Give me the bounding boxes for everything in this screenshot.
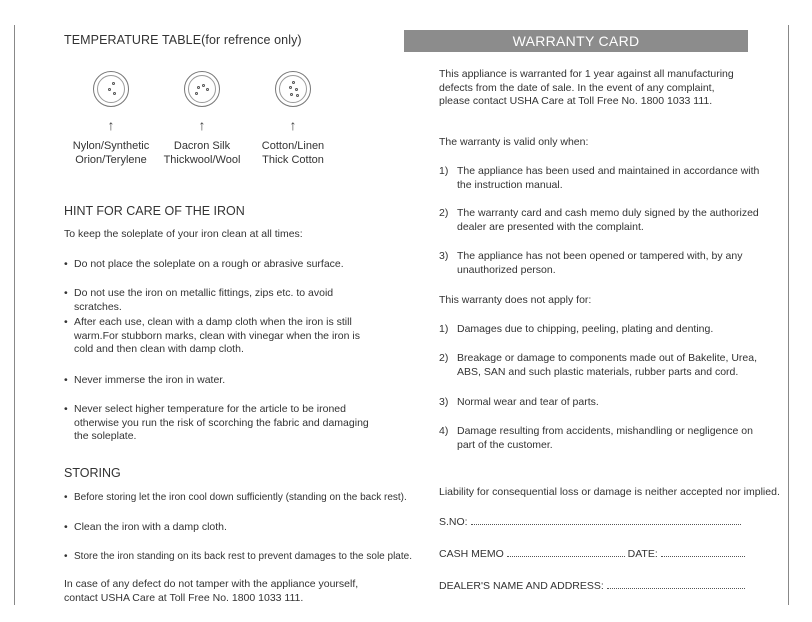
sno-field[interactable] xyxy=(439,516,745,528)
valid-item: 2) The warranty card and cash memo duly signed by the authorized dealer are presented with the complaint. xyxy=(439,207,759,233)
valid-item: 1) The appliance has been used and maintained in accordance with the instruction manual. xyxy=(439,165,760,191)
exclusion-item: 2) Breakage or damage to components made out of Bakelite, Urea, ABS, SAN and such plastic materials, rubber parts and cord. xyxy=(439,352,758,378)
valid-item: 3) The appliance has not been opened or tampered with, by any unauthorized person. xyxy=(439,250,743,276)
up-arrow-icon: ↑ xyxy=(289,117,297,133)
left-margin-rule xyxy=(14,25,15,605)
dealer-label: DEALER'S NAME AND ADDRESS: xyxy=(439,580,604,592)
hint-item: • Never immerse the iron in water. xyxy=(64,374,374,388)
liability-note: Liability for consequential loss or damage is neither accepted nor implied. xyxy=(439,486,780,498)
dial-label: Nylon/Synthetic Orion/Terylene xyxy=(72,140,150,166)
storing-item: • Clean the iron with a damp cloth. xyxy=(64,521,374,535)
dealer-field[interactable] xyxy=(439,580,745,592)
up-arrow-icon: ↑ xyxy=(198,117,206,133)
storing-item: • Before storing let the iron cool down sufficiently (standing on the back rest). xyxy=(64,491,384,505)
hint-item: • Do not place the soleplate on a rough or abrasive surface. xyxy=(64,258,374,272)
dial-label: Cotton/Linen Thick Cotton xyxy=(261,140,325,166)
warranty-intro: This appliance is warranted for 1 year against all manufacturing defects from the date of sale. In the event of any complaint, please contact USHA Care at Toll Free No. 1800 1033 111. xyxy=(439,68,734,107)
exclusion-item: 4) Damage resulting from accidents, mishandling or negligence on part of the customer. xyxy=(439,425,753,451)
hint-item: • After each use, clean with a damp cloth when the iron is still warm.For stubborn marks, clean with vinegar when the iron is cold and then clean with damp cloth. xyxy=(64,316,374,357)
temperature-table-title: TEMPERATURE TABLE(for refrence only) xyxy=(64,33,302,47)
sno-blank-line[interactable] xyxy=(471,516,741,525)
hint-item: • Do not use the iron on metallic fittings, zips etc. to avoid scratches. xyxy=(64,287,374,314)
cash-memo-label: CASH MEMO xyxy=(439,548,504,560)
dial-two-dot-icon xyxy=(184,71,220,107)
storing-section-title: STORING xyxy=(64,466,121,480)
hint-intro: To keep the soleplate of your iron clean at all times: xyxy=(64,228,303,240)
up-arrow-icon: ↑ xyxy=(107,117,115,133)
dial-three-dot-icon xyxy=(275,71,311,107)
warranty-card-banner: WARRANTY CARD xyxy=(404,30,748,52)
dial-one-dot-icon xyxy=(93,71,129,107)
right-margin-rule xyxy=(788,25,789,605)
date-label: DATE: xyxy=(627,548,658,560)
defect-footer-note: In case of any defect do not tamper with the appliance yourself, contact USHA Care at Toll Free No. 1800 1033 111. xyxy=(64,578,359,604)
date-blank-line[interactable] xyxy=(661,548,745,557)
storing-item: • Store the iron standing on its back rest to prevent damages to the sole plate. xyxy=(64,550,384,564)
not-apply-title: This warranty does not apply for: xyxy=(439,294,592,306)
cash-memo-blank-line[interactable] xyxy=(507,548,625,557)
cash-memo-date-field[interactable] xyxy=(439,548,745,560)
valid-title: The warranty is valid only when: xyxy=(439,136,589,148)
dealer-blank-line[interactable] xyxy=(607,580,745,589)
hint-item: • Never select higher temperature for the article to be ironed otherwise you run the risk of scorching the fabric and damaging the soleplate. xyxy=(64,403,374,444)
exclusion-item: 1) Damages due to chipping, peeling, plating and denting. xyxy=(439,323,714,335)
hint-section-title: HINT FOR CARE OF THE IRON xyxy=(64,204,245,218)
exclusion-item: 3) Normal wear and tear of parts. xyxy=(439,396,599,408)
dial-label: Dacron Silk Thickwool/Wool xyxy=(163,140,241,166)
sno-label: S.NO: xyxy=(439,516,468,528)
